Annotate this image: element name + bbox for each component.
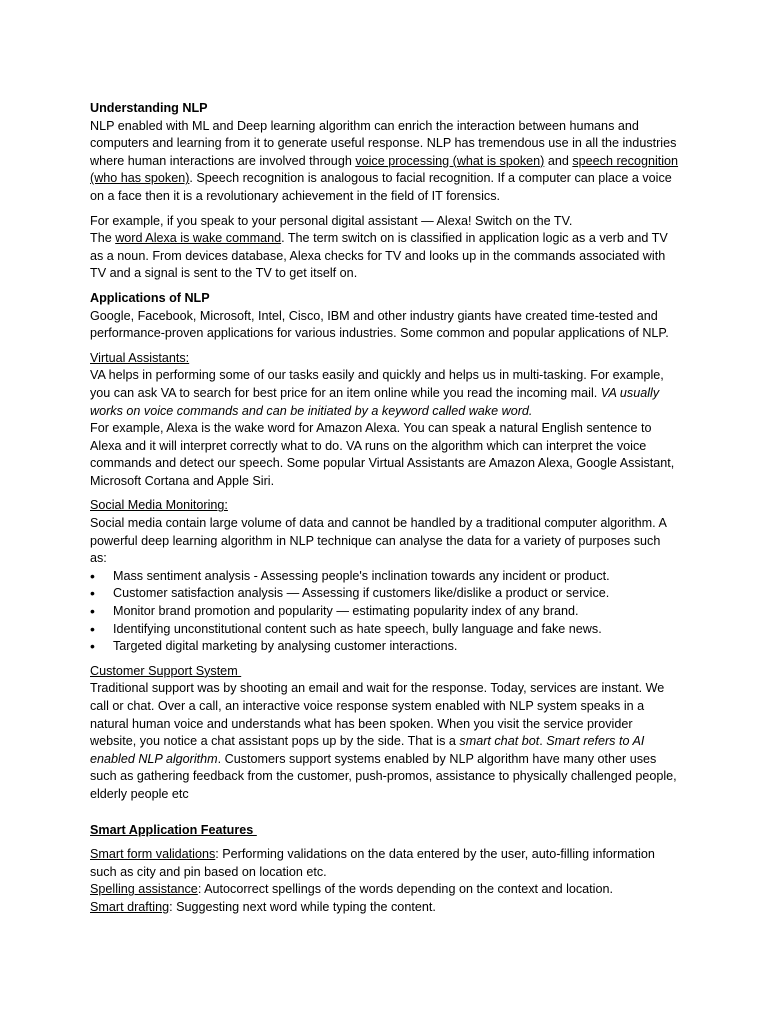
paragraph-virtual-assistants: VA helps in performing some of our tasks easily and quickly and helps us in multi-tasking. For example, you can ask VA to search for best price for an item online while you read the incoming mail. VA usually works on voice commands and can be initiated by a keyword called wake word. For example, Alexa is the wake word for Amazon Alexa. You can speak a natural English sentence to Alexa and it will interpret correctly what to do. VA runs on the algorithm which can interpret the voice commands and detect our speech. Some popular Virtual Assistants are Amazon Alexa, Google Assistant, Microsoft Cortana and Apple Siri. <box>90 368 675 488</box>
heading-understanding-nlp: Understanding NLP <box>90 101 208 115</box>
underlined-wake-command: word Alexa is wake command <box>115 231 282 246</box>
list-item: • Monitor brand promotion and popularity — estimating popularity index of any brand. <box>90 603 680 621</box>
document-page <box>90 100 680 917</box>
feature-smart-form-validations: Smart form validations: Performing validations on the data entered by the user, auto-filling information such as city and pin based on location etc. <box>90 847 655 879</box>
feature-smart-drafting: Smart drafting: Suggesting next word while typing the content. <box>90 899 436 914</box>
list-item: • Customer satisfaction analysis — Assessing if customers like/dislike a product or service. <box>90 585 680 603</box>
list-item: • Identifying unconstitutional content such as hate speech, bully language and fake news. <box>90 621 680 639</box>
social-media-bullet-list <box>90 568 680 656</box>
heading-smart-application-features: Smart Application Features <box>90 822 257 837</box>
paragraph-alexa-example: For example, if you speak to your personal digital assistant — Alexa! Switch on the TV. The word Alexa is wake command. The term switch on is classified in application logic as a verb and TV as a noun. From devices database, Alexa checks for TV and looks up in the commands associated with TV and a signal is sent to the TV to get itself on. <box>90 213 668 281</box>
paragraph-social-media: Social media contain large volume of data and cannot be handled by a traditional computer algorithm. A powerful deep learning algorithm in NLP technique can analyse the data for a variety of purposes such as: <box>90 516 667 566</box>
paragraph-applications: Google, Facebook, Microsoft, Intel, Cisco, IBM and other industry giants have created time-tested and performance-proven applications for various industries. Some common and popular applications of NLP. <box>90 308 669 341</box>
list-item: • Mass sentiment analysis - Assessing people's inclination towards any incident or product. <box>90 568 680 586</box>
heading-applications-of-nlp: Applications of NLP <box>90 290 210 305</box>
heading-social-media-monitoring: Social Media Monitoring: <box>90 498 228 513</box>
heading-customer-support-system: Customer Support System <box>90 663 242 678</box>
underlined-speech-recognition: speech recognition (who has spoken) <box>90 153 679 186</box>
list-item: • Targeted digital marketing by analysing customer interactions. <box>90 638 680 656</box>
feature-spelling-assistance: Spelling assistance: Autocorrect spellings of the words depending on the context and location. <box>90 882 613 897</box>
heading-virtual-assistants: Virtual Assistants: <box>90 350 190 365</box>
paragraph-customer-support: Traditional support was by shooting an email and wait for the response. Today, services are instant. We call or chat. Over a call, an interactive voice response system enabled with NLP system speaks in a natural human voice and understands what has been spoken. When you visit the service provider website, you notice a chat assistant pops up by the side. That is a smart chat bot. Smart refers to AI enabled NLP algorithm. Customers support systems enabled by NLP algorithm have many other uses such as gathering feedback from the customer, push-promos, assistance to physically challenged people, elderly people etc <box>90 681 677 801</box>
paragraph-nlp-intro: NLP enabled with ML and Deep learning algorithm can enrich the interaction between humans and computers and learning from it to generate useful response. NLP has tremendous use in all the industries where human interactions are involved through voice processing (what is spoken) and speech recognition (who has spoken). Speech recognition is analogous to facial recognition. If a computer can place a voice on a face then it is a revolutionary achievement in the field of IT forensics. <box>90 118 679 203</box>
underlined-voice-processing: voice processing (what is spoken) <box>355 153 545 168</box>
